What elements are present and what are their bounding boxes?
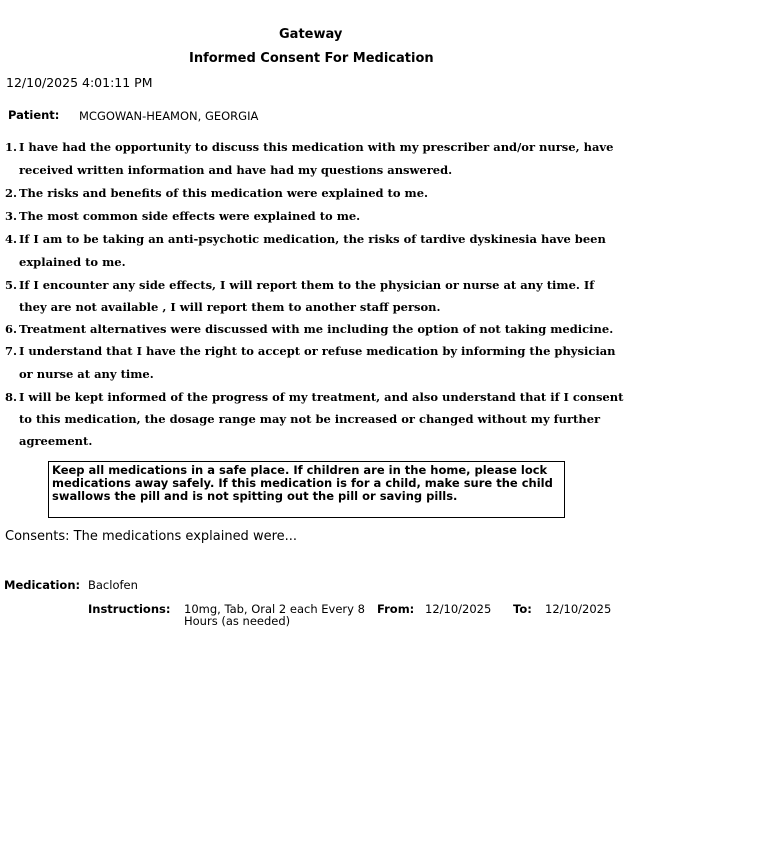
statement-text: I will be kept informed of the progress of my treatment, and also understand that if I consent to this medication, the dosage range may not be increased or changed without my further agreement. [19,390,624,448]
to-label: To: [513,602,532,616]
statement-number: 7. [5,344,18,358]
statement-number: 1. [5,140,18,154]
statement-text: I understand that I have the right to accept or refuse medication by informing the physician or nurse at any time. [19,344,616,381]
statement-number: 4. [5,232,18,246]
instructions-line-1: 10mg, Tab, Oral 2 each Every 8 [184,602,365,616]
statement-item [5,274,625,318]
statement-number: 3. [5,209,18,223]
consent-statements [5,136,625,452]
statement-item [5,205,625,228]
statement-number: 8. [5,390,18,404]
statement-item [5,182,625,205]
from-label: From: [377,602,415,616]
statement-text: The risks and benefits of this medication were explained to me. [19,186,429,200]
statement-text: If I am to be taking an anti-psychotic medication, the risks of tardive dyskinesia have been explained to me. [19,232,606,269]
statement-number: 5. [5,278,18,292]
medication-name: Baclofen [88,578,138,592]
statement-number: 2. [5,186,18,200]
consents-text: Consents: The medications explained were... [5,529,298,544]
safety-notice: Keep all medications in a safe place. If children are in the home, please lock medications away safely. If this medication is for a child, make sure the child swallows the pill and is not spitting out the pill or saving pills. [48,461,565,518]
medication-label: Medication: [4,578,81,592]
org-name: Gateway [279,27,343,42]
statement-item [5,386,625,452]
instructions-label: Instructions: [88,602,171,616]
patient-label: Patient: [8,108,60,122]
statement-item [5,228,625,274]
from-date: 12/10/2025 [425,602,492,616]
to-date: 12/10/2025 [545,602,612,616]
statement-text: The most common side effects were explained to me. [19,209,361,223]
form-title: Informed Consent For Medication [189,51,434,66]
patient-name: MCGOWAN-HEAMON, GEORGIA [79,109,259,123]
statement-text: I have had the opportunity to discuss this medication with my prescriber and/or nurse, have received written information and have had my questions answered. [19,140,614,177]
statement-text: Treatment alternatives were discussed with me including the option of not taking medicine. [19,322,614,336]
statement-item [5,136,625,182]
statement-item [5,340,625,386]
statement-text: If I encounter any side effects, I will report them to the physician or nurse at any time. If they are not available , I will report them to another staff person. [19,278,595,314]
statement-number: 6. [5,322,18,336]
instructions-line-2: Hours (as needed) [184,614,291,628]
timestamp: 12/10/2025 4:01:11 PM [6,75,153,90]
statement-item [5,319,625,340]
